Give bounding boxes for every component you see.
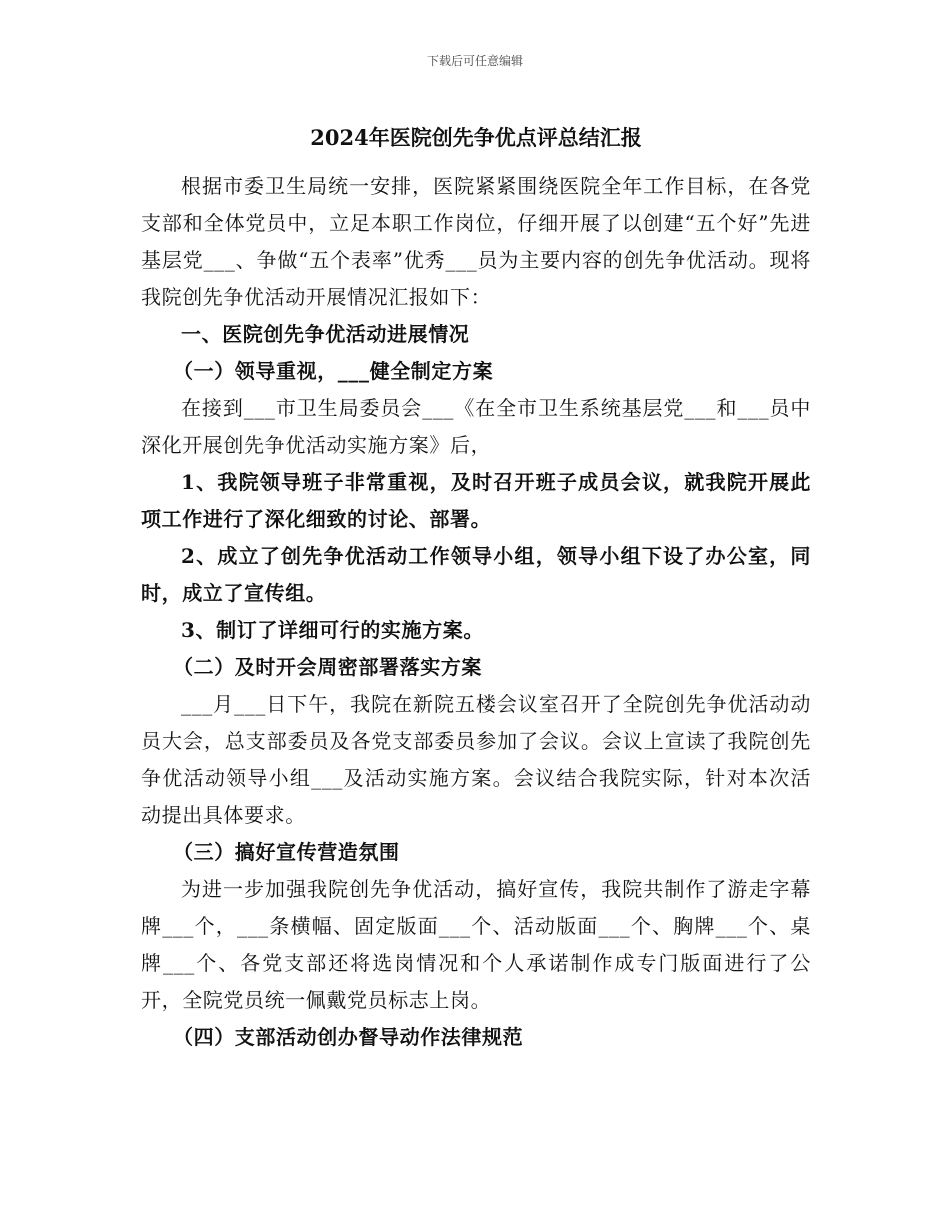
list-item-3: 3、制订了详细可行的实施方案。 xyxy=(181,618,484,642)
subsection-paragraph-2: ___月___日下午，我院在新院五楼会议室召开了全院创先争优活动动员大会，总支部委员及各党支部委员参加了会议。会议上宣读了我院创先争优活动领导小组___及活动实施方案。会议结合我院实际，针对本次活动提出具体要求。 xyxy=(141,692,811,827)
section-heading-1: 一、医院创先争优活动进展情况 xyxy=(181,322,470,346)
document-title: 2024年医院创先争优点评总结汇报 xyxy=(310,125,642,150)
subsection-heading-4: （四）支部活动创办督导动作法律规范 xyxy=(173,1025,524,1049)
subsection-heading-3: （三）搞好宣传营造氛围 xyxy=(173,840,400,864)
page-header-note: 下载后可任意编辑 xyxy=(426,54,523,68)
document-body xyxy=(141,120,811,1056)
subsection-heading-2: （二）及时开会周密部署落实方案 xyxy=(173,655,482,679)
list-item-1: 1、我院领导班子非常重视，及时召开班子成员会议，就我院开展此项工作进行了深化细致的讨论、部署。 xyxy=(141,470,811,531)
intro-paragraph: 根据市委卫生局统一安排，医院紧紧围绕医院全年工作目标，在各党支部和全体党员中，立足本职工作岗位，仔细开展了以创建“五个好”先进基层党___、争做“五个表率”优秀___员为主要内容的创先争优活动。现将我院创先争优活动开展情况汇报如下： xyxy=(141,174,811,309)
list-item-2: 2、成立了创先争优活动工作领导小组，领导小组下设了办公室，同时，成立了宣传组。 xyxy=(141,544,811,605)
subsection-paragraph-3: 为进一步加强我院创先争优活动，搞好宣传，我院共制作了游走字幕牌___个，___条横幅、固定版面___个、活动版面___个、胸牌___个、桌牌___个、各党支部还将选岗情况和个人承诺制作成专门版面进行了公开，全院党员统一佩戴党员标志上岗。 xyxy=(141,877,811,1012)
subsection-heading-1: （一）领导重视，___健全制定方案 xyxy=(173,359,494,383)
subsection-paragraph-1: 在接到___市卫生局委员会___《在全市卫生系统基层党___和___员中深化开展创先争优活动实施方案》后， xyxy=(141,396,811,457)
